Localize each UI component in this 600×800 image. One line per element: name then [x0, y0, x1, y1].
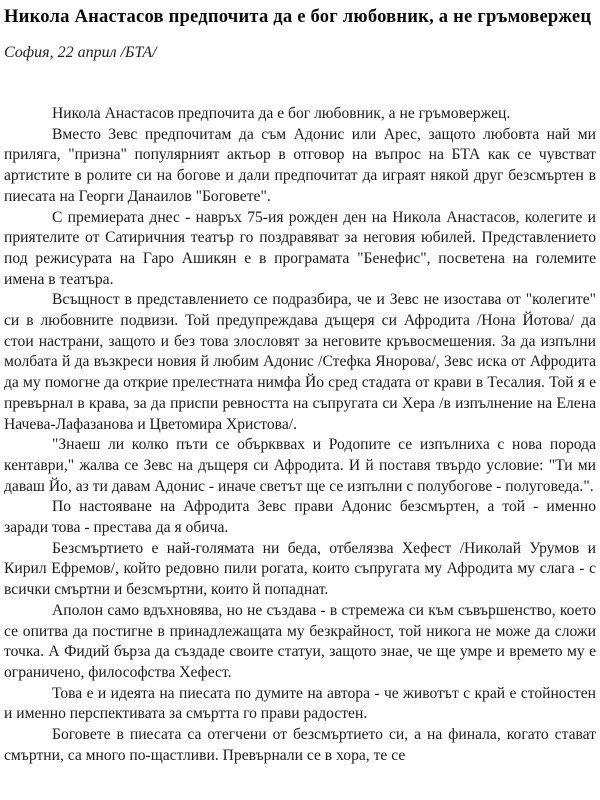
- paragraph: Безсмъртието е най-голямата ни беда, отбелязва Хефест /Николай Урумов и Кирил Ефремов/, който редовно пили рогата, които съпругата му Афродита му слага - с всички смъртни и безсмъртни, които й попаднат.: [4, 539, 596, 599]
- paragraph: По настояване на Афродита Зевс прави Адонис безсмъртен, а той - именно заради това - престава да я обича.: [4, 498, 596, 537]
- paragraph: Боговете в пиесата са отегчени от безсмъртието си, а на финала, когато стават смъртни, са много по-щастливи. Превърнали се в хора, те се: [4, 726, 596, 764]
- article-dateline: София, 22 април /БТА/: [4, 44, 157, 61]
- paragraph: Вместо Зевс предпочитам да съм Адонис или Арес, защото любовта най ми приляга, "призна" популярният актьор в отговор на въпрос на БТА как се чувстват артистите в ролите си на богове и дали предпочитат да играят някой друг безсмъртен в пиесата на Георги Данаилов "Боговете".: [4, 125, 596, 205]
- paragraph: С премиерата днес - навръх 75-ия рожден ден на Никола Анастасов, колегите и приятелите от Сатиричния театър го поздравяват за неговия юбилей. Представлението под режисурата на Гаро Ашикян е в програмата "Бенефис", посветена на големите имена в театъра.: [4, 208, 596, 288]
- paragraph: Това е и идеята на пиесата по думите на автора - че животът с край е стойностен и именно перспективата за смъртта го прави радостен.: [4, 684, 596, 723]
- document-page: [4, 0, 596, 767]
- paragraph: "Знаеш ли колко пъти се объркввах и Родопите се изпълниха с нова порода кентаври," жалва се Зевс на дъщеря си Афродита. И й поставя твърдо условие: "Ти ми даваш Йо, аз ти давам Адонис - иначе светът ще се изпълни с полубогове - полуговеда.".: [4, 436, 596, 495]
- paragraph: Аполон само вдъхновява, но не създава - в стремежа си към съвършенство, което се опитва да постигне в принадлежащата му безкрайност, той никога не може да сложи точка. А Фидий бърза да създаде своите статуи, защото знае, че ще умре и времето му е ограничено, философства Хефест.: [4, 601, 596, 681]
- paragraph: Всъщност в представлението се подразбира, че и Зевс не изостава от "колегите" си в любовните подвизи. Той предупреждава дъщеря си Афродита /Нона Йотова/ да стои настрани, защото и без това злословят за неговите кръвосмешения. За да изпълни молбата й да възкреси новия й любим Адонис /Стефка Янорова/, Зевс иска от Афродита да му помогне да открие прелестната нимфа Йо сред стадата от крави в Тесалия. Той я е превърнал в крава, за да приспи ревността на съпругата си Хера /в изпълнение на Елена Начева-Лафазанова и Цветомира Христова/.: [4, 291, 596, 433]
- article-title: Никола Анастасов предпочита да е бог любовник, а не гръмовержец: [4, 6, 592, 27]
- article-body: [4, 104, 596, 767]
- paragraph: Никола Анастасов предпочита да е бог любовник, а не гръмовержец.: [52, 105, 511, 122]
